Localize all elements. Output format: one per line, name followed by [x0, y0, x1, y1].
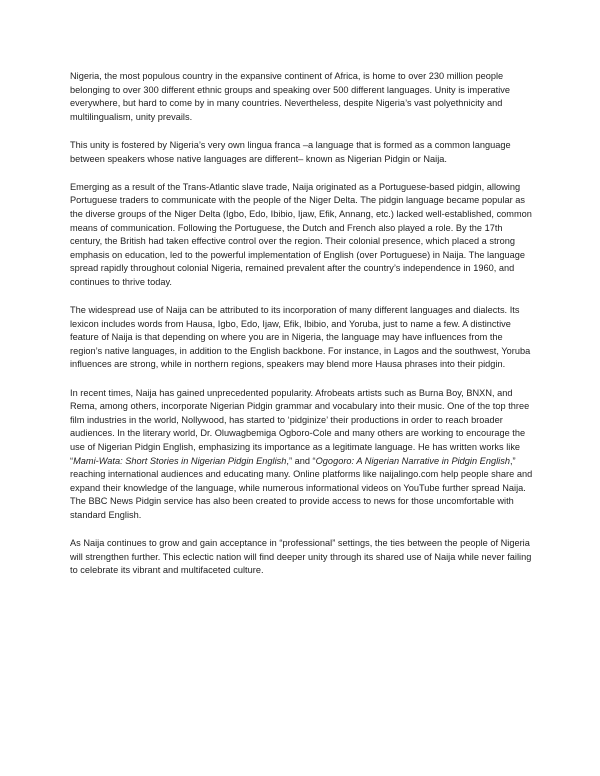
- paragraph-text: The widespread use of Naija can be attributed to its incorporation of many different languages and dialects. Its lexicon includes words from Hausa, Igbo, Edo, Ijaw, Efik, Ibibio, and Yoruba, just to name a few. A distinctive feature of Naija is that depending on where you are in Nigeria, the language may have influences from the region’s native languages, in addition to the English backbone. For instance, in Lagos and the southwest, Yoruba influences are strong, while in northern regions, speakers may blend more Hausa phrases into their pidgin.: [70, 305, 531, 370]
- book-title-ogogoro: Ogogoro: A Nigerian Narrative in Pidgin English: [315, 455, 510, 466]
- paragraph-history: [70, 181, 535, 290]
- paragraph-text: Nigeria, the most populous country in the expansive continent of Africa, is home to over 230 million people belonging to over 300 different ethnic groups and speaking over 500 different languages. Unity is imperative everywhere, but hard to come by in many countries. Nevertheless, despite Nigeria’s vast polyethnicity and multilingualism, unity prevails.: [70, 71, 511, 122]
- paragraph-text: In recent times, Naija has gained unprecedented popularity. Afrobeats artists such as Burna Boy, BNXN, and Rema, among others, incorporate Nigerian Pidgin grammar and vocabulary into their music. One of the top three film industries in the world, Nollywood, has started to ‘pidginize’ their productions in order to reach broader audiences. In the literary world, Dr. Oluwagbemiga Ogboro-Cole and many others are working to encourage the use of Nigerian Pidgin English, emphasizing its importance as a legitimate language. He has written works like “: [70, 387, 530, 466]
- paragraph-lingua-franca: [70, 139, 535, 166]
- paragraph-lexicon: [70, 304, 535, 372]
- book-title-mami-wata: Mami-Wata: Short Stories in Nigerian Pidgin English: [73, 455, 287, 466]
- paragraph-text: This unity is fostered by Nigeria’s very own lingua franca –a language that is formed as a common language between speakers whose native languages are different– known as Nigerian Pidgin or Naija.: [70, 139, 511, 164]
- paragraph-conclusion: [70, 537, 535, 578]
- paragraph-text: ,” and “: [286, 455, 316, 466]
- paragraph-popularity: [70, 387, 535, 523]
- paragraph-text: ,” reaching international audiences and educating many. Online platforms like naijalingo.com help people share and expand their knowledge of the language, while numerous informational videos on YouTube further spread Naija. The BBC News Pidgin service has also been created to provide access to news for those uncomfortable with standard English.: [70, 455, 533, 520]
- paragraph-intro: [70, 70, 535, 124]
- paragraph-text: As Naija continues to grow and gain acceptance in “professional” settings, the ties between the people of Nigeria will strengthen further. This eclectic nation will find deeper unity through its shared use of Naija while never failing to celebrate its vibrant and multifaceted culture.: [70, 538, 532, 576]
- paragraph-text: Emerging as a result of the Trans-Atlantic slave trade, Naija originated as a Portuguese-based pidgin, allowing Portuguese traders to communicate with the people of the Niger Delta. The pidgin language became popular as the diverse groups of the Niger Delta (Igbo, Edo, Ibibio, Ijaw, Efik, Annang, etc.) lacked well-established, common means of communication. Following the Portuguese, the Dutch and French also played a role. By the 17th century, the British had taken effective control over the region. Their colonial presence, which placed a strong emphasis on education, led to the powerful implementation of English (over Portuguese) in Naija. The language spread rapidly throughout colonial Nigeria, remained prevalent after the country’s independence in 1960, and continues to thrive today.: [70, 181, 532, 287]
- document-page: [70, 70, 535, 593]
